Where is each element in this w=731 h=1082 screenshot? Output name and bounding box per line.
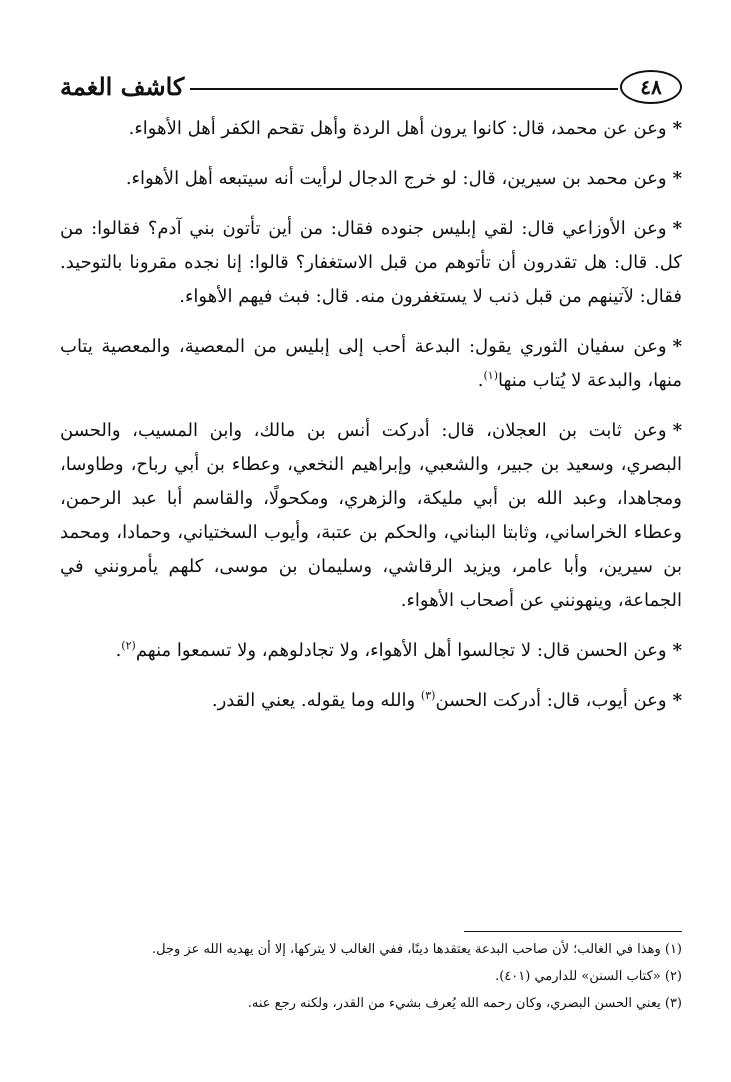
paragraph-text: وعن عن محمد، قال: كانوا يرون أهل الردة وأهل تقحم الكفر أهل الأهواء.: [128, 118, 667, 139]
page-header: [60, 68, 682, 110]
paragraph: [60, 414, 682, 618]
bullet-star: *: [672, 168, 682, 189]
paragraph-text: وعن الأوزاعي قال: لقي إبليس جنوده فقال: من أين تأتون بني آدم؟ فقالوا: من كل. قال: هل تقدرون أن تأتوهم من قبل الاستغفار؟ قالوا: إنا نجده مقرونا بالتوحيد. فقال: لآتينهم من قبل ذنب لا يستغفرون منه. قال: فبث فيهم الأهواء.: [60, 218, 682, 307]
paragraph: [60, 634, 682, 668]
paragraph: [60, 162, 682, 196]
page-number: ٤٨: [620, 70, 682, 104]
paragraph-text: وعن ثابت بن العجلان، قال: أدركت أنس بن مالك، وابن المسيب، والحسن البصري، وسعيد بن جبير، والشعبي، وإبراهيم النخعي، وعطاء بن أبي رباح، وطاوسا، ومجاهدا، وعبد الله بن أبي مليكة، والزهري، ومكحولًا، والقاسم أبا عبد الرحمن، وعطاء الخراساني، وثابتا البناني، والحكم بن عتبة، وأيوب السختياني، وحمادا، ومحمد بن سيرين، وأبا عامر، ويزيد الرقاشي، وسليمان بن موسى، كلهم يأمرونني في الجماعة، وينهونني عن أصحاب الأهواء.: [60, 420, 682, 611]
paragraph: [60, 112, 682, 146]
bullet-star: *: [672, 336, 682, 357]
paragraph-text: وعن سفيان الثوري يقول: البدعة أحب إلى إبليس من المعصية، والمعصية يتاب منها، والبدعة لا يُتاب منها: [60, 336, 682, 391]
paragraph-tail: .: [477, 370, 484, 391]
bullet-star: *: [672, 118, 682, 139]
bullet-star: *: [672, 420, 682, 441]
bullet-star: *: [672, 218, 682, 239]
paragraph: [60, 684, 682, 718]
bullet-star: *: [672, 640, 682, 661]
footnote-divider: [464, 931, 682, 932]
paragraph-text: وعن الحسن قال: لا تجالسوا أهل الأهواء، ولا تجادلوهم، ولا تسمعوا منهم: [135, 640, 667, 661]
paragraph-tail: .: [115, 640, 122, 661]
footnote-ref: (٢): [121, 639, 136, 652]
paragraph: [60, 212, 682, 314]
footnote: (٢) «كتاب السنن» للدارمي (٤٠١).: [495, 969, 682, 984]
bullet-star: *: [672, 690, 682, 711]
footnote-ref: (٣): [420, 689, 436, 702]
footnote-ref: (١): [483, 369, 498, 382]
paragraph: [60, 330, 682, 398]
book-title: كاشف الغمة: [60, 72, 185, 101]
footnote: (٣) يعني الحسن البصري، وكان رحمه الله يُعرف بشيء من القدر، ولكنه رجع عنه.: [247, 996, 682, 1011]
footnote: (١) وهذا في الغالب؛ لأن صاحب البدعة يعتقدها دينًا، ففي الغالب لا يتركها، إلا أن يهديه الله عز وجل.: [151, 942, 682, 957]
header-rule: [190, 88, 618, 90]
main-text: [60, 112, 682, 734]
paragraph-text: وعن أيوب، قال: أدركت الحسن: [435, 690, 667, 711]
paragraph-text: وعن محمد بن سيرين، قال: لو خرج الدجال لرأيت أنه سيتبعه أهل الأهواء.: [125, 168, 667, 189]
paragraph-tail: والله وما يقوله. يعني القدر.: [211, 690, 421, 711]
footnotes: [60, 936, 682, 1017]
